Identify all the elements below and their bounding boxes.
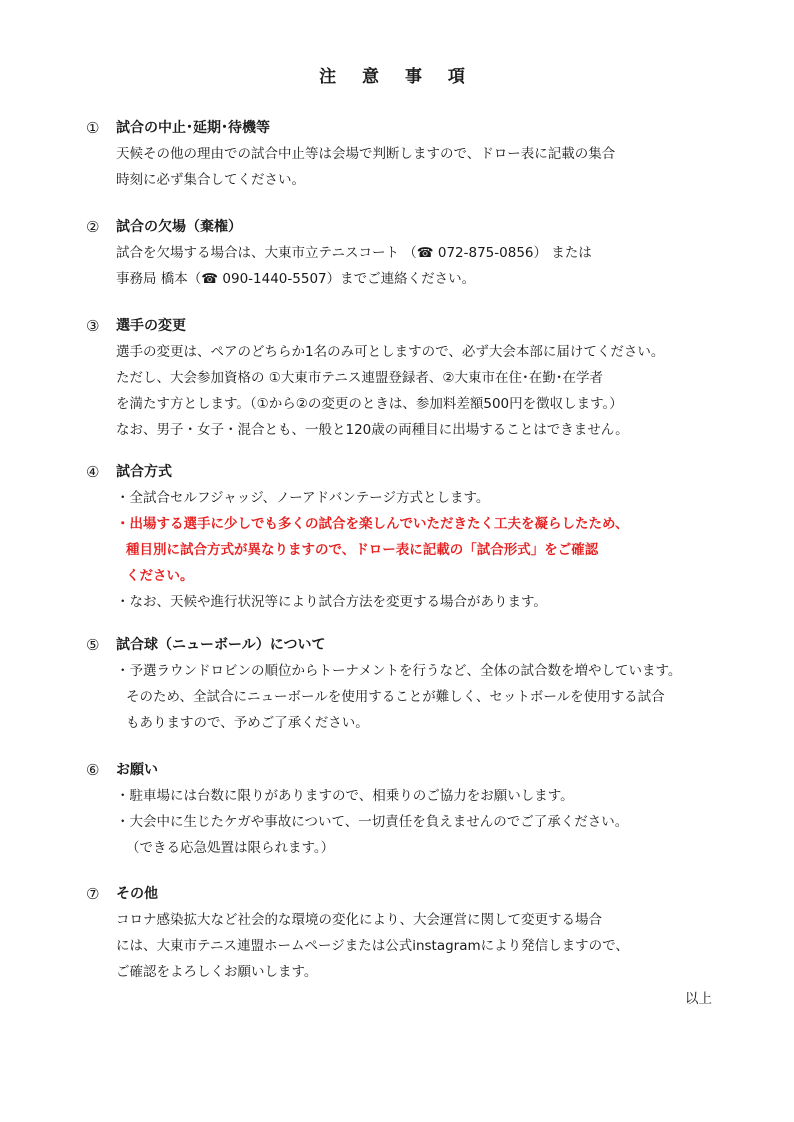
page-title: 注 意 事 項 [319,67,475,87]
section-text-line: ・なお、天候や進行状況等により試合方法を変更する場合があります。 [116,594,547,610]
emphasis-text-line: 種目別に試合方式が異なりますので、ドロー表に記載の「試合形式」をご確認 [126,542,599,558]
section-text-line: ・大会中に生じたケガや事故について、一切責任を負えませんのでご了承ください。 [116,814,629,830]
section-text-line: ・予選ラウンドロビンの順位からトーナメントを行うなど、全体の試合数を増やしています。 [116,663,682,679]
closing-remark: 以上 [685,991,712,1007]
section-heading: 試合球（ニューボール）について [116,637,326,653]
section-text-line: ただし、大会参加資格の ①大東市テニス連盟登録者、②大東市在住･在勤･在学者 [116,370,603,386]
section-heading: お願い [116,762,158,778]
section-text-line: を満たす方とします。（①から②の変更のときは、参加料差額500円を徴収します。） [116,396,623,412]
section-text-line: 試合を欠場する場合は、大東市立テニスコート （☎ 072-875-0856） または [116,245,592,261]
section-heading: 試合方式 [116,464,172,480]
section-text-line: ご確認をよろしくお願いします。 [116,964,318,980]
section-text-line: 選手の変更は、ペアのどちらか1名のみ可としますので、必ず大会本部に届けてください。 [116,344,665,360]
section-number: ⑦ [86,885,100,903]
section-text-line: には、大東市テニス連盟ホームページまたは公式instagramにより発信しますので、 [116,938,629,954]
section-heading: その他 [116,886,158,902]
section-number: ④ [86,463,100,481]
section-number: ② [86,218,100,236]
section-heading: 選手の変更 [116,318,186,334]
section-text-line: 天候その他の理由での試合中止等は会場で判断しますので、ドロー表に記載の集合 [116,146,616,162]
section-text-line: なお、男子・女子・混合とも、一般と120歳の両種目に出場することはできません。 [116,422,629,438]
section-text-line: （できる応急処置は限られます。） [126,840,335,856]
section-heading: 試合の欠場（棄権） [116,219,242,235]
section-text-line: もありますので、予めご了承ください。 [126,715,369,731]
section-text-line: そのため、全試合にニューボールを使用することが難しく、セットボールを使用する試合 [126,689,665,705]
section-text-line: 事務局 橋本（☎ 090-1440-5507）までご連絡ください。 [116,271,476,287]
section-text-line: ・駐車場には台数に限りがありますので、相乗りのご協力をお願いします。 [116,788,574,804]
section-text-line: ・全試合セルフジャッジ、ノーアドバンテージ方式とします。 [116,490,490,506]
section-number: ① [86,119,100,137]
section-heading: 試合の中止･延期･待機等 [116,120,270,136]
section-number: ⑥ [86,761,100,779]
section-number: ③ [86,317,100,335]
emphasis-text-line: ・出場する選手に少しでも多くの試合を楽しんでいただきたく工夫を凝らしたため、 [116,516,629,532]
section-text-line: コロナ感染拡大など社会的な環境の変化により、大会運営に関して変更する場合 [116,912,602,928]
emphasis-text-line: ください。 [126,568,194,584]
section-number: ⑤ [86,636,100,654]
section-text-line: 時刻に必ず集合してください。 [116,172,305,188]
